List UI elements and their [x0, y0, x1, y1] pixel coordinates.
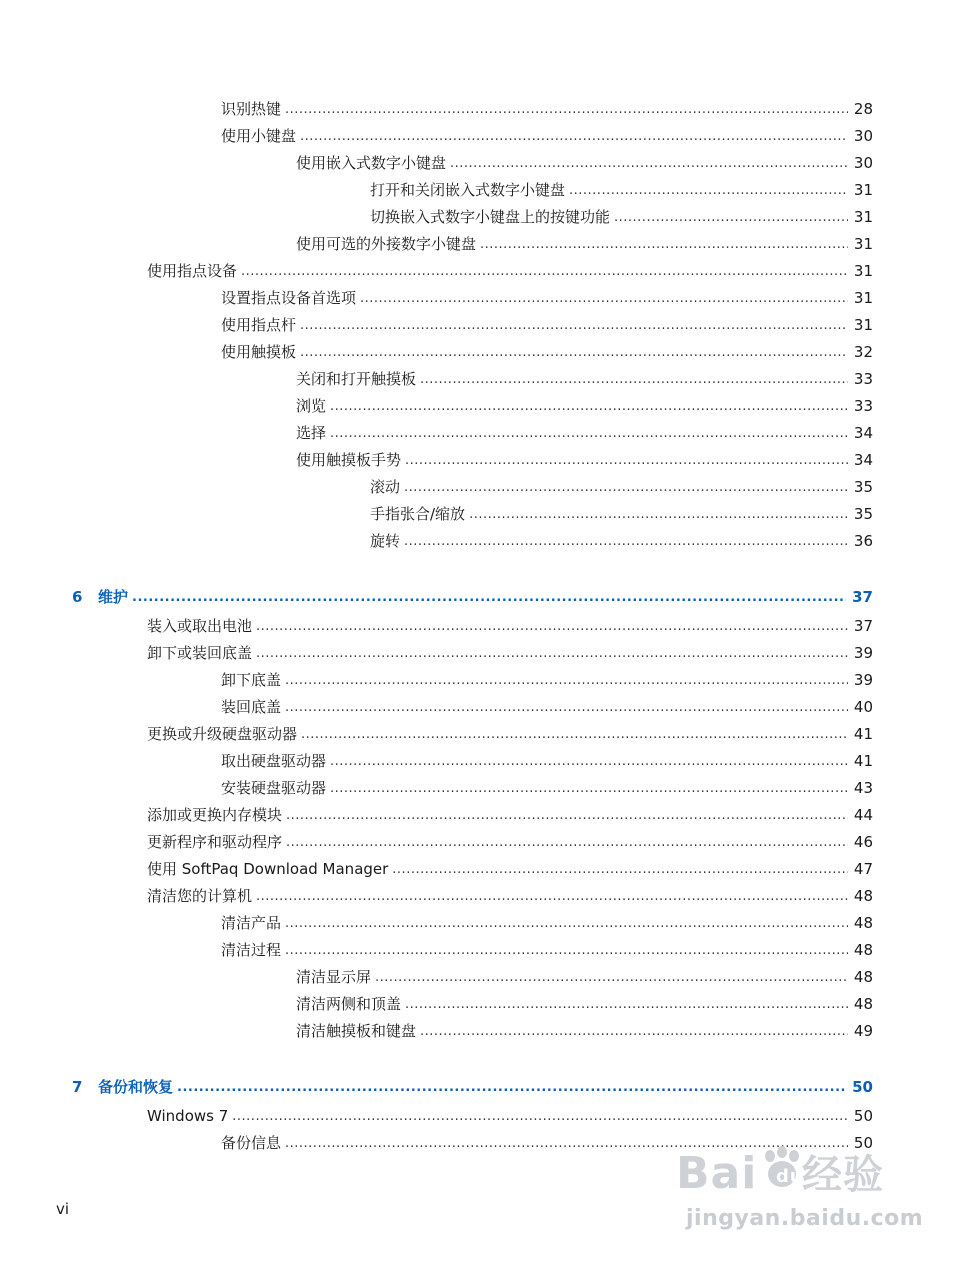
toc-entry[interactable]: 清洁您的计算机 ..... 48	[147, 883, 873, 905]
toc-entry[interactable]: 使用触摸板手势 ..... 34	[296, 447, 873, 469]
toc-entry[interactable]: 使用小键盘 ..... 30	[221, 123, 873, 145]
leader-dots	[300, 343, 848, 361]
leader-dots	[285, 100, 848, 118]
leader-dots	[285, 914, 848, 932]
leader-dots	[360, 289, 848, 307]
toc-entry[interactable]: 装回底盖 ..... 40	[221, 694, 873, 716]
leader-dots	[480, 235, 848, 253]
leader-dots	[330, 424, 848, 442]
leader-dots	[404, 478, 848, 496]
toc-entry[interactable]: 设置指点设备首选项 ..... 31	[221, 285, 873, 307]
toc-entry[interactable]: 更换或升级硬盘驱动器 ..... 41	[147, 721, 873, 743]
toc-entry[interactable]: 使用嵌入式数字小键盘 ..... 30	[296, 150, 873, 172]
toc-entry[interactable]: 更新程序和驱动程序 ..... 46	[147, 829, 873, 851]
toc-entry[interactable]: 滚动 ..... 35	[370, 474, 873, 496]
leader-dots	[420, 370, 848, 388]
toc-entry[interactable]: 卸下或装回底盖 ..... 39	[147, 640, 873, 662]
toc-entry[interactable]: 识别热键 ..... 28	[221, 96, 873, 118]
leader-dots	[285, 941, 848, 959]
leader-dots	[256, 617, 848, 635]
toc-entry[interactable]: 使用 SoftPaq Download Manager ..... 47	[147, 856, 873, 878]
page-number: vi	[56, 1200, 70, 1218]
toc-entry[interactable]: 备份信息 ..... 50	[221, 1130, 873, 1152]
toc-entry[interactable]: 旋转 ..... 36	[370, 528, 873, 550]
chapter-heading-7[interactable]: 7 备份和恢复 ..... 50	[72, 1074, 873, 1096]
toc-entry[interactable]: 浏览 ..... 33	[296, 393, 873, 415]
leader-dots	[256, 644, 848, 662]
leader-dots	[132, 588, 846, 606]
toc-entry[interactable]: Windows 7 ..... 50	[147, 1103, 873, 1125]
leader-dots	[330, 779, 848, 797]
toc-entry[interactable]: 添加或更换内存模块 ..... 44	[147, 802, 873, 824]
toc-entry[interactable]: 清洁产品 ..... 48	[221, 910, 873, 932]
leader-dots	[392, 860, 848, 878]
leader-dots	[330, 397, 848, 415]
leader-dots	[285, 698, 848, 716]
leader-dots	[301, 725, 848, 743]
toc-entry[interactable]: 清洁触摸板和键盘 ..... 49	[296, 1018, 873, 1040]
toc-entry[interactable]: 清洁显示屏 ..... 48	[296, 964, 873, 986]
toc-entry[interactable]: 取出硬盘驱动器 ..... 41	[221, 748, 873, 770]
svg-text:经验: 经验	[802, 1152, 884, 1198]
leader-dots	[404, 532, 848, 550]
watermark-logo	[676, 1144, 906, 1211]
leader-dots	[300, 316, 848, 334]
svg-text:du: du	[776, 1166, 804, 1187]
leader-dots	[177, 1078, 846, 1096]
leader-dots	[256, 887, 848, 905]
toc-entry[interactable]: 卸下底盖 ..... 39	[221, 667, 873, 689]
leader-dots	[469, 505, 848, 523]
leader-dots	[569, 181, 848, 199]
leader-dots	[300, 127, 848, 145]
toc-entry[interactable]: 使用指点杆 ..... 31	[221, 312, 873, 334]
leader-dots	[330, 752, 848, 770]
toc-entry[interactable]: 清洁过程 ..... 48	[221, 937, 873, 959]
toc-entry[interactable]: 使用触摸板 ..... 32	[221, 339, 873, 361]
leader-dots	[286, 833, 848, 851]
leader-dots	[375, 968, 848, 986]
toc-entry[interactable]: 手指张合/缩放 ..... 35	[370, 501, 873, 523]
baidu-logo-icon	[676, 1144, 906, 1200]
toc-entry[interactable]: 清洁两侧和顶盖 ..... 48	[296, 991, 873, 1013]
leader-dots	[285, 671, 848, 689]
leader-dots	[241, 262, 848, 280]
toc-entry[interactable]: 打开和关闭嵌入式数字小键盘 ..... 31	[370, 177, 873, 199]
toc-entry[interactable]: 选择 ..... 34	[296, 420, 873, 442]
toc-entry[interactable]: 切换嵌入式数字小键盘上的按键功能 ..... 31	[370, 204, 873, 226]
leader-dots	[450, 154, 848, 172]
toc-entry[interactable]: 使用可选的外接数字小键盘 ..... 31	[296, 231, 873, 253]
toc-entry[interactable]: 装入或取出电池 ..... 37	[147, 613, 873, 635]
toc-entry[interactable]: 安装硬盘驱动器 ..... 43	[221, 775, 873, 797]
watermark	[676, 1144, 924, 1244]
leader-dots	[405, 995, 848, 1013]
leader-dots	[420, 1022, 848, 1040]
chapter-heading-6[interactable]: 6 维护 ..... 37	[72, 584, 873, 606]
leader-dots	[286, 806, 848, 824]
leader-dots	[614, 208, 848, 226]
leader-dots	[405, 451, 848, 469]
toc-entry[interactable]: 使用指点设备 ..... 31	[147, 258, 873, 280]
toc-entry[interactable]: 关闭和打开触摸板 ..... 33	[296, 366, 873, 388]
svg-text:Bai: Bai	[676, 1148, 758, 1199]
leader-dots	[232, 1107, 848, 1125]
watermark-url: jingyan.baidu.com	[686, 1206, 924, 1231]
